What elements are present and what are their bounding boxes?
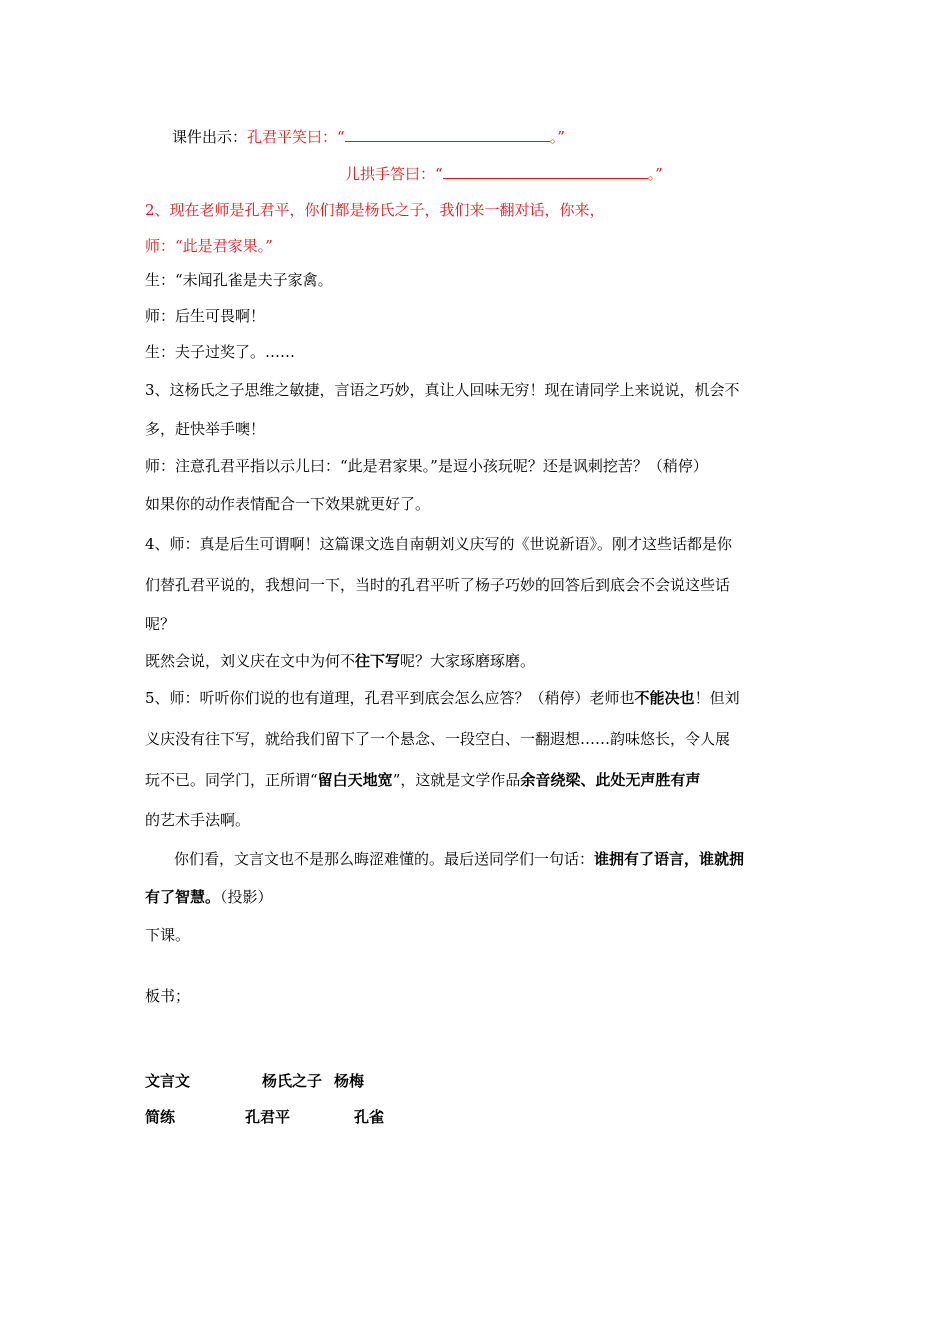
closing-line-2 bbox=[145, 887, 273, 907]
section-4-line-4-a: 既然会说，刘义庆在文中为何不 bbox=[145, 652, 356, 670]
closing-motto-2: 有了智慧。 bbox=[145, 888, 221, 906]
courseware-line-kong bbox=[172, 127, 565, 147]
section-5-line-4: 的艺术手法啊。 bbox=[145, 811, 251, 829]
board-cell-yangmei: 杨梅 bbox=[334, 1072, 365, 1090]
dialogue-teacher-1: 师：后生可畏啊！ bbox=[145, 307, 266, 325]
board-cell-wenyanwen: 文言文 bbox=[145, 1072, 191, 1090]
section-2-line-2: 师：“此是君家果。” bbox=[145, 237, 273, 255]
board-cell-yangshizhizi: 杨氏之子 bbox=[262, 1072, 323, 1090]
section-5-line-2: 义庆没有往下写，就给我们留下了一个悬念、一段空白、一翻遐想……韵味悠长，令人展 bbox=[145, 730, 731, 748]
answer-blank-2 bbox=[443, 164, 648, 179]
section-5-line-1-c: ！但刘 bbox=[694, 689, 740, 707]
section-5-emphasis-3: 余音绕梁、此处无声胜有声 bbox=[520, 771, 701, 789]
blackboard-row-1 bbox=[145, 1071, 445, 1091]
answer-blank-1 bbox=[345, 127, 550, 142]
kong-suffix: 。” bbox=[549, 128, 565, 146]
section-5-line-1 bbox=[145, 688, 740, 708]
section-4-emphasis: 往下写 bbox=[355, 652, 401, 670]
courseware-label: 课件出示： bbox=[172, 128, 248, 146]
closing-motto-1: 谁拥有了语言，谁就拥 bbox=[594, 850, 745, 868]
blackboard-row-2 bbox=[145, 1107, 445, 1127]
section-4-line-1: 4、师：真是后生可谓啊！这篇课文选自南朝刘义庆写的《世说新语》。刚才这些话都是你 bbox=[145, 535, 733, 553]
section-5-line-3 bbox=[145, 770, 700, 790]
section-4-line-3: 呢？ bbox=[145, 615, 176, 633]
section-5-line-1-a: 5、师：听听你们说的也有道理，孔君平到底会怎么应答？（稍停）老师也 bbox=[145, 689, 635, 707]
board-cell-jianlian: 简练 bbox=[145, 1108, 176, 1126]
er-prefix: 儿拱手答曰：“ bbox=[345, 165, 443, 183]
section-5-line-3-a: 玩不已。同学门，正所谓“ bbox=[145, 771, 318, 789]
section-2-line-1: 2、现在老师是孔君平，你们都是杨氏之子，我们来一翻对话，你来， bbox=[145, 201, 605, 219]
kong-prefix: 孔君平笑曰：“ bbox=[247, 128, 345, 146]
board-cell-kongque: 孔雀 bbox=[354, 1108, 385, 1126]
closing-line-1 bbox=[174, 849, 744, 869]
courseware-line-er bbox=[345, 164, 663, 184]
section-5-emphasis-1: 不能决也 bbox=[634, 689, 695, 707]
section-4-line-4-c: 呢？大家琢磨琢磨。 bbox=[400, 652, 536, 670]
class-dismissed: 下课。 bbox=[145, 926, 191, 944]
section-4-line-4 bbox=[145, 651, 535, 671]
er-suffix: 。” bbox=[647, 165, 663, 183]
section-5-line-3-c: ”，这就是文学作品 bbox=[392, 771, 521, 789]
blackboard-label: 板书； bbox=[145, 987, 191, 1005]
closing-line-1-a: 你们看，文言文也不是那么晦涩难懂的。最后送同学们一句话： bbox=[174, 850, 595, 868]
closing-projection-note: （投影） bbox=[220, 888, 273, 906]
section-4-line-2: 们替孔君平说的，我想问一下，当时的孔君平听了杨子巧妙的回答后到底会不会说这些话 bbox=[145, 576, 731, 594]
section-3-line-3: 师：注意孔君平指以示儿曰：“此是君家果。”是逗小孩玩呢？还是讽刺挖苦？（稍停） bbox=[145, 457, 708, 475]
section-3-line-1: 3、这杨氏之子思维之敏捷，言语之巧妙，真让人回味无穷！现在请同学上来说说，机会不 bbox=[145, 381, 740, 399]
kong-junping-prompt bbox=[247, 128, 565, 146]
section-3-line-2: 多，赶快举手噢！ bbox=[145, 420, 266, 438]
section-3-line-4: 如果你的动作表情配合一下效果就更好了。 bbox=[145, 495, 431, 513]
board-cell-kongjunping: 孔君平 bbox=[245, 1108, 291, 1126]
section-5-emphasis-2: 留白天地宽 bbox=[317, 771, 393, 789]
dialogue-student-1: 生：“未闻孔雀是夫子家禽。 bbox=[145, 271, 333, 289]
dialogue-student-2: 生：夫子过奖了。…… bbox=[145, 343, 296, 361]
